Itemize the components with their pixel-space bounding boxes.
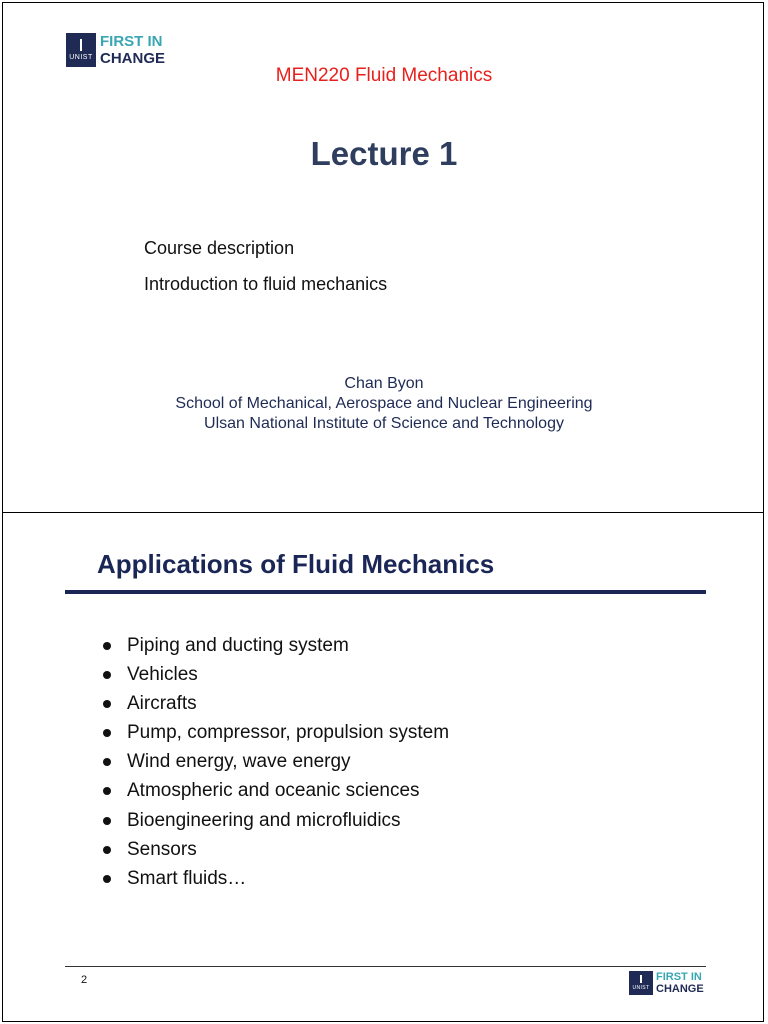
slide-1 — [2, 2, 764, 513]
author-school: School of Mechanical, Aerospace and Nuclear Engineering — [175, 395, 593, 412]
bullet-icon — [103, 787, 111, 795]
topic-item: Introduction to fluid mechanics — [144, 274, 388, 294]
topic-item: Course description — [144, 238, 295, 258]
logo-line-1: FIRST IN — [656, 970, 702, 983]
list-item: Pump, compressor, propulsion system — [99, 718, 449, 747]
bullet-list — [99, 631, 449, 893]
list-item: Bioengineering and microfluidics — [99, 806, 449, 835]
author-block — [3, 374, 765, 434]
slide-2 — [2, 512, 764, 1022]
bullet-icon — [103, 729, 111, 737]
bullet-icon — [103, 671, 111, 679]
lecture-title: Lecture 1 — [310, 135, 458, 172]
list-item: Smart fluids… — [99, 864, 449, 893]
unist-mark-icon: UNIST — [66, 33, 96, 67]
list-item: Atmospheric and oceanic sciences — [99, 776, 449, 805]
topic-list — [144, 238, 387, 310]
unist-logo — [629, 971, 704, 995]
author-institution: Ulsan National Institute of Science and Technology — [204, 415, 564, 432]
bullet-icon — [103, 700, 111, 708]
logo-line-2: CHANGE — [100, 50, 166, 67]
course-title: MEN220 Fluid Mechanics — [275, 65, 493, 86]
title-divider — [65, 590, 706, 594]
logo-line-1: FIRST IN — [100, 33, 163, 50]
bullet-icon — [103, 817, 111, 825]
slide-title: Applications of Fluid Mechanics — [97, 549, 495, 579]
bullet-icon — [103, 642, 111, 650]
page-number: 2 — [81, 974, 88, 986]
bullet-icon — [103, 875, 111, 883]
unist-mark-icon: UNIST — [629, 971, 653, 995]
list-item: Wind energy, wave energy — [99, 747, 449, 776]
bullet-icon — [103, 846, 111, 854]
list-item: Aircrafts — [99, 689, 449, 718]
unist-logo — [66, 33, 165, 67]
author-name: Chan Byon — [344, 375, 424, 392]
footer-divider — [65, 966, 706, 967]
bullet-icon — [103, 758, 111, 766]
list-item: Sensors — [99, 835, 449, 864]
logo-line-2: CHANGE — [656, 982, 704, 995]
list-item: Piping and ducting system — [99, 631, 449, 660]
list-item: Vehicles — [99, 660, 449, 689]
